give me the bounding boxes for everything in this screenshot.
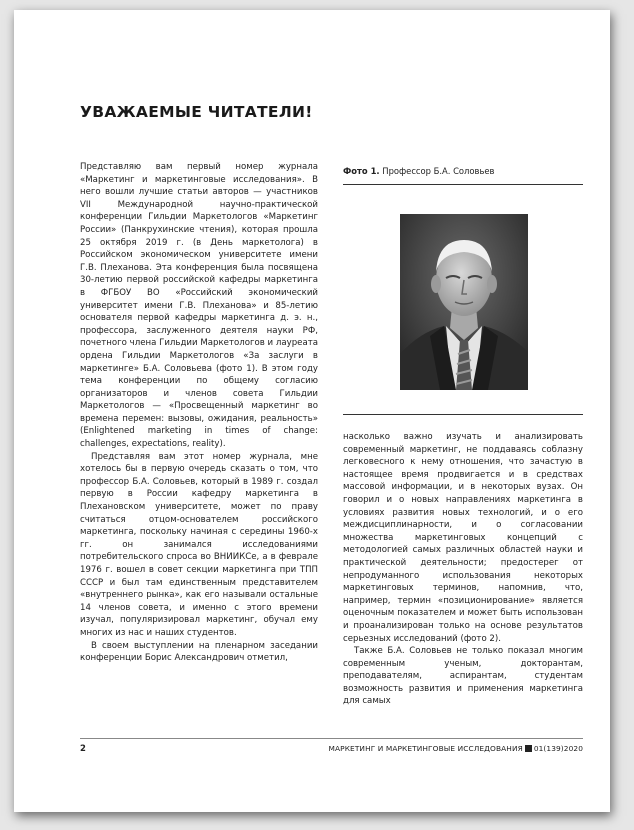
- photo-caption: [343, 166, 495, 176]
- paragraph: насколько важно изучать и анализировать современный маркетинг, не поддаваясь соблазну легковесного к нему отношения, что зачастую в настоящее время продвигается и в средствах массовой информации, и в некоторых вузах. Он говорил и о новых направлениях маркетинга в условиях развития новых технологий, и о его междисциплинарности, и о согласовании множества маркетинговых концепций с методологией самых различных областей науки и практической деятельности; предостерег от непродуманного использования некоторых маркетинговых терминов, напомнив, что, например, термин «позиционирование» является оценочным показателем и может быть использован и проанализирован только на основе результатов серьезных исследований (фото 2).: [343, 432, 583, 644]
- journal-footer: [329, 744, 583, 753]
- right-column: [343, 431, 583, 708]
- caption-divider: [343, 184, 583, 185]
- paragraph: Также Б.А. Соловьев не только показал многим современным ученым, докторантам, преподавателям, аспирантам, студентам возможность развития и применения маркетинга для самых: [343, 646, 583, 707]
- photo-divider: [343, 414, 583, 415]
- footer-divider: [80, 738, 583, 739]
- square-icon: [525, 745, 532, 752]
- left-column: [80, 161, 318, 665]
- page-number: 2: [80, 744, 86, 754]
- caption-text: Профессор Б.А. Соловьев: [382, 166, 495, 176]
- paragraph: Представляю вам первый номер журнала «Маркетинг и маркетинговые исследования». В него вошли лучшие статьи авторов — участников VII Международной научно-практической конференции Гильдии Маркетологов «Маркетинг России» (Панкрухинские чтения), которая прошла 25 октября 2019 г. (в День маркетолога) в Российском экономическом университете имени Г.В. Плеханова. Эта конференция была посвящена 30-летию первой российской кафедры маркетинга в ФГБОУ ВО «Российский экономический университет имени Г.В. Плеханова» и 85-летию основателя первой кафедры маркетинга д. э. н., профессора, заслуженного деятеля науки РФ, почетного члена Гильдии Маркетологов и лауреата ордена Гильдии Маркетологов «За заслуги в маркетинге» Б.А. Соловьева (фото 1). В этом году тема конференции по общему согласию организаторов и членов совета Гильдии Маркетологов — «Просвещенный маркетинг во времена перемен: вызовы, ожидания, реальность» (Enlightened marketing in times of change: challenges, expectations, reality).: [80, 162, 318, 450]
- portrait-photo: [400, 214, 528, 390]
- journal-name: МАРКЕТИНГ И МАРКЕТИНГОВЫЕ ИССЛЕДОВАНИЯ: [328, 744, 523, 753]
- paragraph: В своем выступлении на пленарном заседании конференции Борис Александрович отметил,: [80, 640, 318, 664]
- journal-issue: 01(139)2020: [533, 744, 583, 753]
- caption-label: Фото 1.: [343, 166, 380, 176]
- paragraph: Представляя вам этот номер журнала, мне хотелось бы в первую очередь сказать о том, что профессор Б.А. Соловьев, который в 1989 г. создал первую в России кафедру маркетинга в Плехановском университете, может по праву считаться отцом-основателем российского маркетинга, поскольку начиная с середины 1960-х гг. он занимался исследованиями потребительского спроса во ВНИИКСе, а в феврале 1976 г. вошел в совет секции маркетинга при ТПП СССР и был там единственным представителем «внутреннего рынка», как его называли остальные 14 членов совета, и именно с этого времени изучал, популяризировал маркетинг, обучал ему многих из нас и наших студентов.: [80, 451, 318, 638]
- page-title: УВАЖАЕМЫЕ ЧИТАТЕЛИ!: [80, 103, 313, 121]
